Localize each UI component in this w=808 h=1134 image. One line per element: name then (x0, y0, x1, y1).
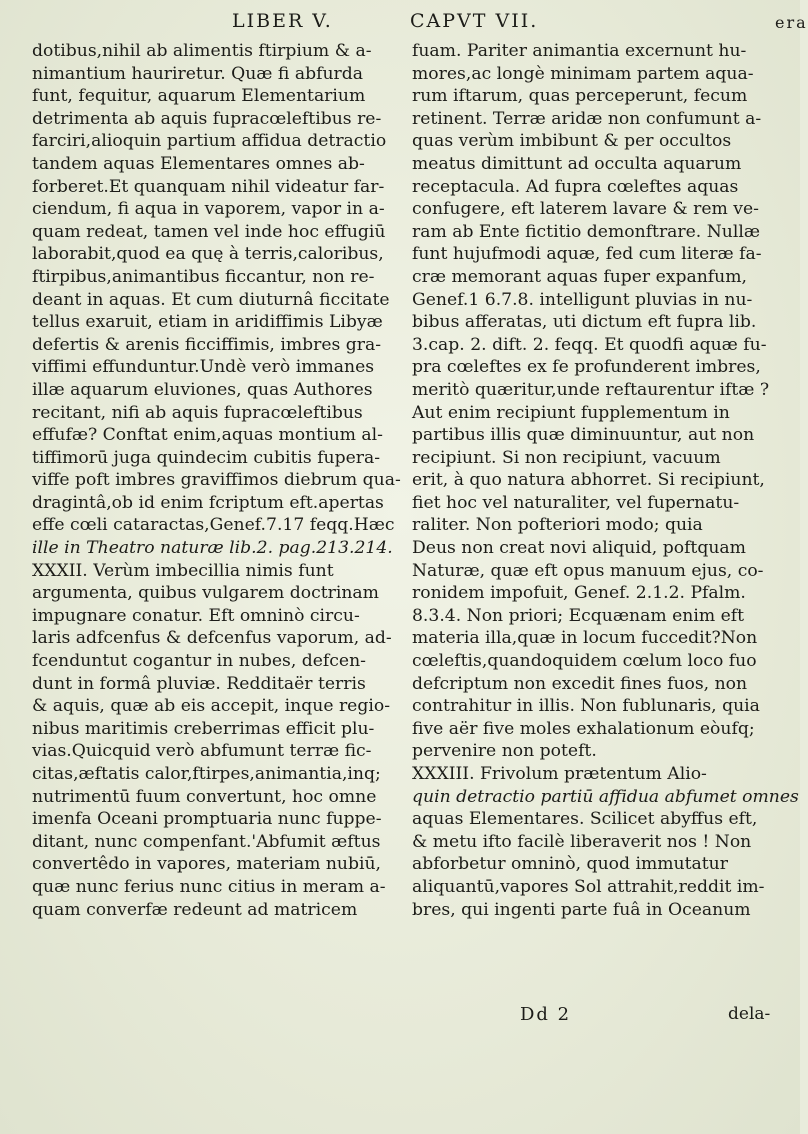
text-line: quæ nunc ferius nunc citius in meram a- (32, 876, 386, 897)
text-line: 8.3.4. Non priori; Ecquænam enim eft (412, 605, 745, 626)
text-line: effe cœli cataractas,Genef.7.17 feqq.Hæc (32, 515, 395, 536)
text-line: aquas Elementares. Scilicet abyffus eft, (412, 809, 758, 830)
text-line: nimantium hauriretur. Quæ fi abfurda (32, 63, 363, 84)
text-line: recipiunt. Si non recipiunt, vacuum (412, 447, 721, 468)
text-line: effufæ? Conftat enim,aquas montium al- (32, 425, 383, 446)
text-line: ciendum, fi aqua in vaporem, vapor in a- (32, 199, 385, 220)
text-line: receptacula. Ad fupra cœleftes aquas (412, 176, 739, 197)
text-line: 3.cap. 2. dift. 2. feqq. Et quodfi aquæ fu- (412, 334, 767, 355)
text-line: recitant, nifi ab aquis fupracœleftibus (32, 402, 363, 423)
catchword: dela- (728, 1004, 771, 1024)
text-line: laris adfcenfus & defcenfus vaporum, ad- (32, 628, 392, 649)
text-line: impugnare conatur. Eft omninò circu- (32, 605, 360, 626)
text-line: ille in Theatro naturæ lib.2. pag.213.214. (32, 538, 393, 559)
text-line: contrahitur in illis. Non fublunaris, quia (412, 696, 760, 717)
text-line: tellus exaruit, etiam in aridiffimis Libyæ (32, 312, 383, 333)
text-line: funt, fequitur, aquarum Elementarium (32, 86, 366, 107)
text-line: cræ memorant aquas fuper expanfum, (412, 266, 747, 287)
text-line: partibus illis quæ diminuuntur, aut non (412, 425, 755, 446)
page-number: era (775, 13, 808, 32)
text-line: five aër five moles exhalationum eòufq; (412, 718, 755, 739)
text-line: quin detractio partiū affidua abfumet omnes (412, 786, 799, 807)
running-header (0, 10, 808, 36)
text-line: pervenire non poteft. (412, 741, 597, 762)
text-line: deant in aquas. Et cum diuturnâ ficcitate (32, 289, 390, 310)
text-line: tiffimorū juga quindecim cubitis fupera- (32, 447, 381, 468)
left-text-column (32, 40, 404, 921)
text-line: bres, qui ingenti parte fuâ in Oceanum (412, 899, 751, 920)
text-line: materia illa,quæ in locum fuccedit?Non (412, 628, 758, 649)
text-line: convertêdo in vapores, materiam nubiū, (32, 854, 382, 875)
text-line: defertis & arenis ficciffimis, imbres gra- (32, 334, 382, 355)
text-line: illæ aquarum eluviones, quas Authores (32, 379, 373, 400)
text-line: ftirpibus,animantibus ficcantur, non re- (32, 266, 375, 287)
text-line: forberet.Et quanquam nihil videatur far- (32, 176, 385, 197)
text-line: abforbetur omninò, quod immutatur (412, 854, 728, 875)
text-line: meritò quæritur,unde reftaurentur iftæ ? (412, 379, 770, 400)
text-line: ditant, nunc compenfant.'Abfumit æftus (32, 831, 381, 852)
text-line: detrimenta ab aquis fupracœleftibus re- (32, 108, 382, 129)
text-line: mores,ac longè minimam partem aqua- (412, 63, 754, 84)
text-line: citas,æftatis calor,ftirpes,animantia,inq; (32, 764, 381, 784)
text-line: defcriptum non excedit fines fuos, non (412, 673, 748, 694)
text-line: Aut enim recipiunt fupplementum in (412, 402, 730, 423)
text-line: & metu ifto facilè liberaverit nos ! Non (412, 831, 752, 852)
text-line: raliter. Non pofteriori modo; quia (412, 515, 703, 536)
right-text-column (412, 40, 799, 921)
text-line: dotibus,nihil ab alimentis ftirpium & a- (32, 41, 372, 61)
text-line: nibus maritimis creberrimas efficit plu- (32, 718, 375, 739)
text-line: vias.Quicquid verò abfumunt terræ fic- (32, 741, 372, 762)
text-line: viffimi effunduntur.Undè verò immanes (32, 357, 375, 378)
text-line: cœleftis,quandoquidem cœlum loco fuo (412, 651, 757, 672)
text-line: & aquis, quæ ab eis accepit, inque regio- (32, 696, 391, 717)
text-line: fiet hoc vel naturaliter, vel fupernatu- (412, 492, 740, 513)
text-line: Genef.1 6.7.8. intelligunt pluvias in nu- (412, 289, 753, 310)
text-line: XXXII. Verùm imbecillia nimis funt (32, 560, 334, 581)
text-line: retinent. Terræ aridæ non confumunt a- (412, 108, 762, 129)
text-line: fuam. Pariter animantia excernunt hu- (412, 41, 747, 61)
text-line: argumenta, quibus vulgarem doctrinam (32, 583, 379, 604)
text-line: Naturæ, quæ eft opus manuum ejus, co- (412, 560, 764, 581)
header-chapter-label: CAPVT VII. (410, 10, 539, 32)
text-line: rum iftarum, quas perceperunt, fecum (412, 86, 748, 107)
text-line: pra cœleftes ex fe profunderent imbres, (412, 357, 761, 378)
text-line: Deus non creat novi aliquid, poftquam (412, 538, 746, 559)
text-line: ram ab Ente fictitio demonftrare. Nullæ (412, 221, 760, 242)
text-line: dunt in formâ pluviæ. Redditaër terris (32, 673, 366, 694)
text-line: dragintâ,ob id enim fcriptum eft.apertas (32, 492, 384, 513)
text-line: tandem aquas Elementares omnes ab- (32, 153, 365, 174)
text-line: quam converfæ redeunt ad matricem (32, 899, 358, 920)
text-line: bibus afferatas, uti dictum eft fupra lib. (412, 312, 757, 333)
text-line: ronidem impofuit, Genef. 2.1.2. Pfalm. (412, 583, 746, 604)
text-line: confugere, eft laterem lavare & rem ve- (412, 199, 759, 220)
text-line: laborabit,quod ea quę à terris,caloribus, (32, 244, 384, 265)
text-line: farciri,alioquin partium affidua detractio (32, 131, 387, 152)
text-line: funt hujufmodi aquæ, fed cum literæ fa- (412, 244, 762, 265)
text-line: quas verùm imbibunt & per occultos (412, 131, 732, 152)
text-line: aliquantū,vapores Sol attrahit,reddit im- (412, 876, 765, 897)
text-line: imenfa Oceani promptuaria nunc fuppe- (32, 809, 382, 830)
text-line: XXXIII. Frivolum prætentum Alio- (412, 764, 707, 784)
text-line: meatus dimittunt ad occulta aquarum (412, 153, 742, 174)
text-line: viffe poft imbres graviffimos diebrum qua- (32, 470, 401, 491)
text-line: quam redeat, tamen vel inde hoc effugiū (32, 221, 386, 242)
text-line: erit, à quo natura abhorret. Si recipiunt, (412, 470, 765, 491)
signature-mark: Dd 2 (520, 1004, 572, 1025)
text-line: nutrimentū fuum convertunt, hoc omne (32, 786, 377, 807)
text-line: fcenduntut cogantur in nubes, defcen- (32, 651, 366, 672)
header-book-label: LIBER V. (232, 10, 333, 32)
